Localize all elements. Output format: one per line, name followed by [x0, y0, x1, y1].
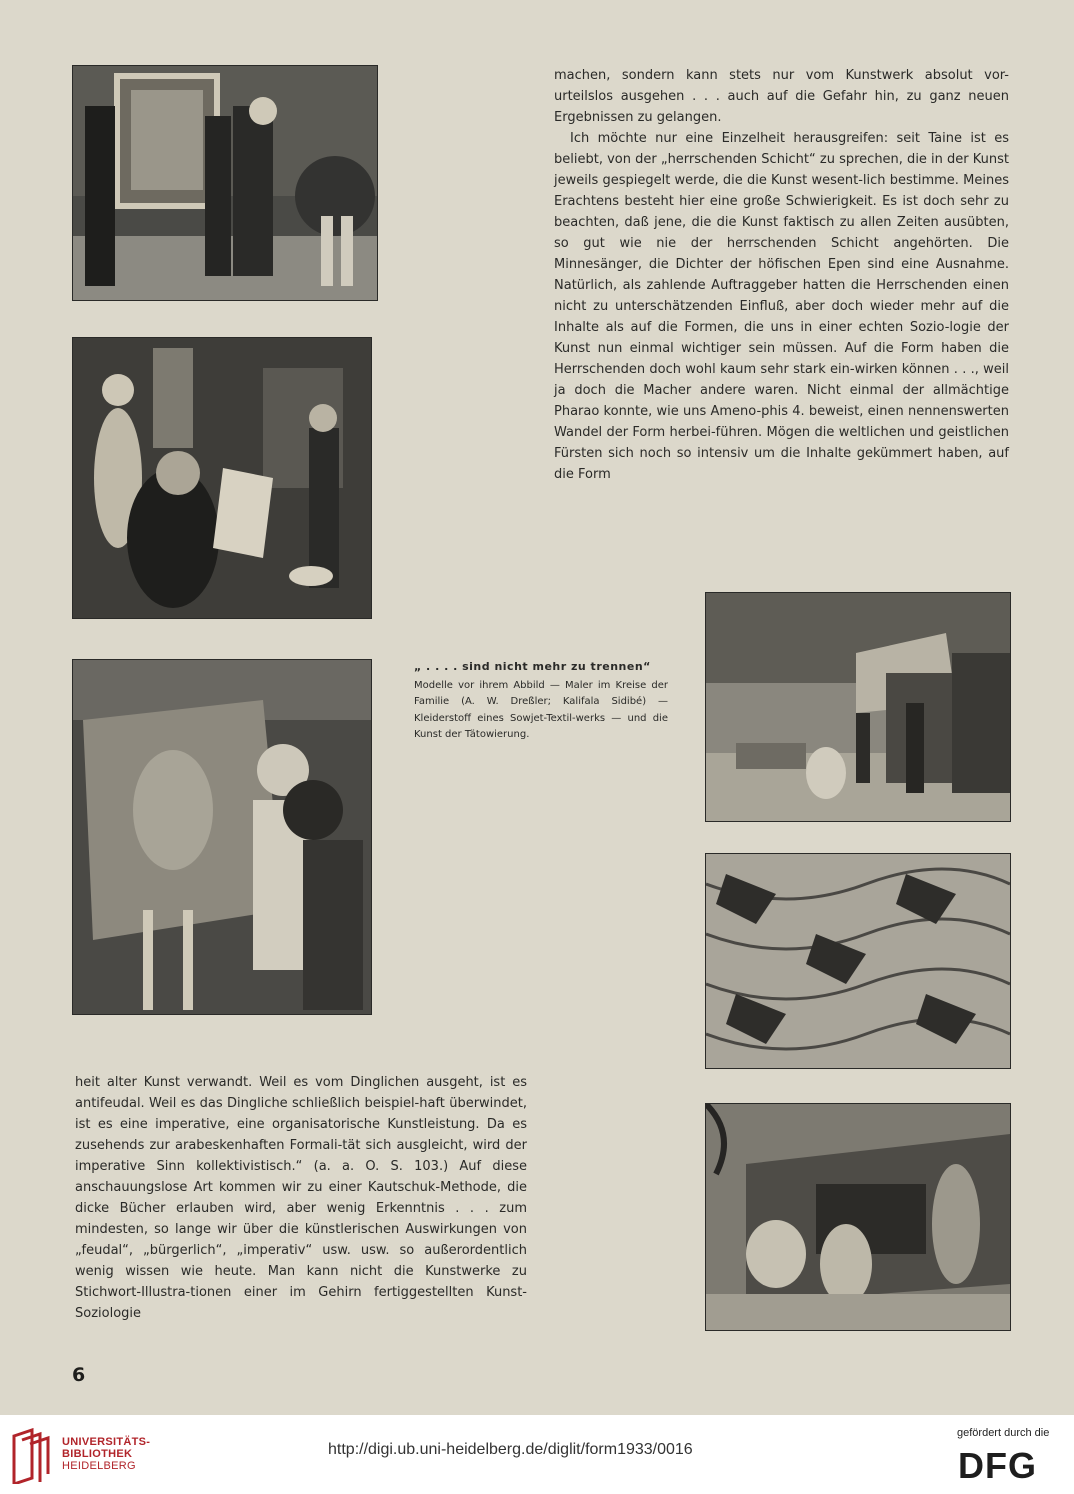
dfg-logo[interactable]: DFG	[958, 1445, 1037, 1486]
photo-village-image	[706, 593, 1010, 821]
article-paragraph-1: machen, sondern kann stets nur vom Kunstwerk absolut vor-urteilslos ausgehen . . . auch auf die Gefahr hin, zu ganz neuen Ergebnissen zu gelangen.	[554, 68, 1009, 125]
caption-title: „ . . . . sind nicht mehr zu trennen“	[414, 660, 651, 673]
photo-painter-with-model	[72, 337, 372, 619]
photo-textile-pattern	[705, 853, 1011, 1069]
caption-body: Modelle vor ihrem Abbild — Maler im Kreise der Familie (A. W. Dreßler; Kalifala Sidibé) — Kleiderstoff eines Sowjet-Textil-werks — und die Kunst der Tätowierung.	[414, 679, 668, 740]
footer	[0, 1415, 1074, 1494]
university-library-logo-icon[interactable]	[10, 1428, 54, 1484]
photo-painter-image	[73, 338, 371, 618]
photo-soldiers-with-painting	[72, 65, 378, 301]
funded-by-label: gefördert durch die	[957, 1427, 1050, 1439]
photo-tattoo-image	[706, 1104, 1010, 1330]
article-paragraph-3: heit alter Kunst verwandt. Weil es vom Dinglichen ausgeht, ist es antifeudal. Weil es das Dingliche schließlich beispiel-haft überwindet, ist es eine imperative, eine organisatorische Kunstleistung. Da es zusehends zur arabeskenhaften Formali-tät sich ausgleicht, wird der imperative Sinn kollektivistisch.“ (a. a. O. S. 103.) Auf diese anschauungslose Art kommen wir zu einer Kautschuk-Methode, die dicke Bücher erlauben wird, aber wenig Erkenntnis . . . zum mindesten, so lange wir über die künstlerischen Auswirkungen von „feudal“, „bürgerlich“, „imperativ“ usw. usw. so außerordentlich wenig wissen wie heute. Man kann nicht die Kunstwerke zu Stichwort-Illustra-tionen einer im Gehirn fertiggestellten Kunst-Soziologie	[75, 1075, 527, 1321]
article-paragraph-2: Ich möchte nur eine Einzelheit herausgreifen: seit Taine ist es beliebt, von der „herrschenden Schicht“ zu sprechen, die in der Kunst jeweils gespiegelt werde, die die Kunst wesent-lich bestimme. Meines Erachtens besteht hier eine große Schwierigkeit. Es ist doch sehr zu beachten, daß jene, die die Kunst faktisch zu allen Zeiten ausübten, so gut wie nie der herrschenden Schicht angehörten. Die Minnesänger, die Dichter der höfischen Epen sind eine Ausnahme. Natürlich, als zahlende Auftraggeber hatten die Herrschenden einen nicht zu unterschätzenden Einfluß, aber doch wieder mehr auf die Inhalte als auf die Formen, die uns in einer echten Sozio-logie der Kunst nun einmal wichtiger sein müssen. Auf die Form haben die Herrschenden doch wohl kaum sehr stark ein-wirken können . . ., weil ja doch die Macher andere waren. Nicht einmal der allmächtige Pharao konnte, wie uns Ameno-phis 4. beweist, einen nennenswerten Wandel der Form herbei-führen. Mögen die weltlichen und geistlichen Fürsten sich noch so intensiv um die Inhalte gekümmert haben, auf die Form	[554, 131, 1009, 482]
photo-soldiers-image	[73, 66, 377, 300]
photo-textile-image	[706, 854, 1010, 1068]
photo-easel-image	[73, 660, 371, 1014]
article-text-top	[554, 65, 1009, 485]
library-name-line-3: HEIDELBERG	[62, 1460, 136, 1472]
photo-tattoo-art	[705, 1103, 1011, 1331]
library-name-line-1: UNIVERSITÄTS-	[62, 1436, 151, 1448]
library-name-line-2: BIBLIOTHEK	[62, 1448, 133, 1460]
photo-caption	[414, 659, 668, 744]
photo-village-huts	[705, 592, 1011, 822]
article-text-bottom	[75, 1072, 527, 1324]
source-url-link[interactable]: http://digi.ub.uni-heidelberg.de/diglit/form1933/0016	[328, 1441, 693, 1458]
photo-painter-at-easel	[72, 659, 372, 1015]
page-number: 6	[72, 1364, 86, 1386]
